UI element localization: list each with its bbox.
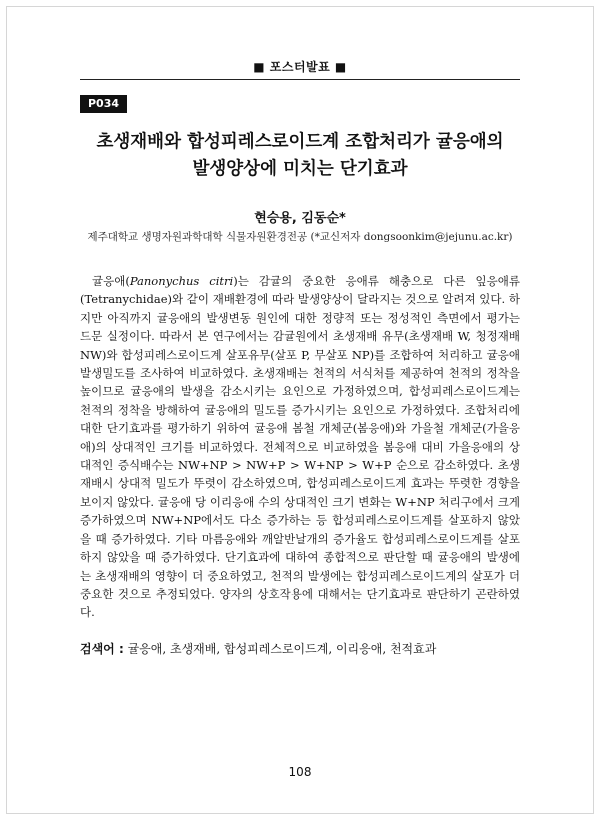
affiliation: 제주대학교 생명자원과학대학 식물자원환경전공 (*교신저자 dongsoonkim@jejunu.ac.kr) (87, 231, 513, 243)
abstract-body (80, 272, 520, 622)
paper-title (60, 129, 540, 183)
paper-code-badge: P034 (80, 95, 127, 113)
header-divider (80, 79, 520, 80)
authors: 현승용, 김동순* (254, 211, 346, 226)
section-header: ■ 포스터발표 ■ (253, 60, 347, 74)
abstract-text-start: 귤응애( (92, 274, 130, 288)
keywords (80, 640, 520, 658)
abstract-text-rest: )는 감귤의 중요한 응애류 해충으로 다른 잎응애류(Tetranychidae)와 같이 재배환경에 따라 발생양상이 달라지는 것으로 알려져 있다. 하지만 아직까지 귤응애의 발생변동 원인에 대한 정량적 또는 정성적인 측면에서 평가는 드문 실정이다. 따라서 본 연구에서는 감귤원에서 초생재배 유무(초생재배 W, 청정재배 NW)와 합성피레스로이드계 살포유무(살포 P, 무살포 NP)를 조합하여 처리하고 귤응애 발생밀도를 조사하여 비교하였다. 초생재배는 천적의 서식처를 제공하여 천적의 정착을 높이므로 귤응애의 발생을 감소시키는 요인으로 가정하였으며, 합성피레스로이드계는 천적의 정착을 방해하여 귤응애의 밀도를 증가시키는 요인으로 가정하였다. 조합처리에 대한 단기효과를 평가하기 위하여 귤응애 봄철 개체군(봄응애)와 가을철 개체군(가을응애)의 상대적인 크기를 비교하였다. 전체적으로 비교하였을 봄응애 대비 가을응애의 상대적인 증식배수는 NW+NP > NW+P > W+NP > W+P 순으로 감소하였다. 초생재배시 상대적 밀도가 뚜렷이 감소하였으며, 합성피레스로이드계 효과는 뚜렷한 경향을 보이지 않았다. 귤응애 당 이리응애 수의 상대적인 크기 변화는 W+NP 처리구에서 크게 증가하였으며 NW+NP에서도 다소 증가하는 등 합성피레스로이드계를 살포하지 않았을 때 증가하였다. 기타 마름응애와 깨알반날개의 증가율도 합성피레스로이드계를 살포하지 않았을 때 증가하였다. 단기효과에 대하여 종합적으로 판단할 때 귤응애의 발생에는 초생재배의 영향이 더 중요하였고, 천적의 발생에는 합성피레스로이드계의 살포가 더 중요한 것으로 추정되었다. 양자의 상호작용에 대해서는 단기효과로 판단하기 곤란하였다. (80, 274, 520, 620)
title-line-1: 초생재배와 합성피레스로이드계 조합처리가 귤응애의 (96, 132, 504, 152)
keywords-label: 검색어 : (80, 642, 124, 656)
species-name: Panonychus citri (129, 274, 234, 288)
keywords-terms: 귤응애, 초생재배, 합성피레스로이드계, 이리응애, 천적효과 (127, 642, 437, 656)
page-number: 108 (288, 765, 312, 779)
title-line-2: 발생양상에 미치는 단기효과 (192, 159, 408, 179)
